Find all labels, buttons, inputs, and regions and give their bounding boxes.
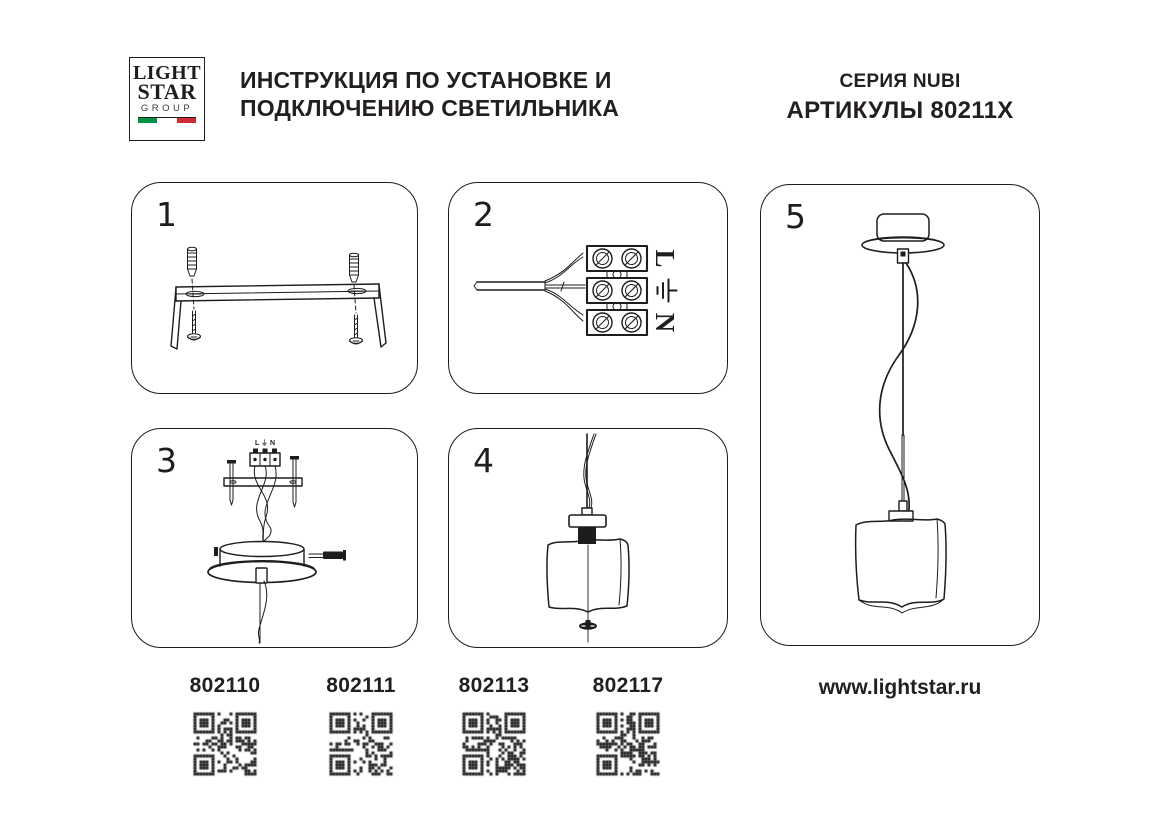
step5-pendant-diagram — [761, 185, 1038, 644]
article-column — [568, 674, 688, 778]
step2-number: 2 — [473, 195, 494, 234]
website-link: www.lightstar.ru — [818, 676, 982, 699]
step2-wiring-diagram — [449, 183, 726, 392]
article-number: 802113 — [458, 674, 530, 697]
qr-code — [460, 710, 528, 778]
lightstar-logo — [129, 57, 205, 141]
bolt-icon — [227, 460, 236, 505]
step1-bracket-diagram — [132, 183, 416, 392]
article-column — [301, 674, 421, 778]
qr-code — [594, 710, 662, 778]
page-title — [240, 66, 619, 122]
mini-terminal-labels: L ⏚ N — [254, 440, 276, 447]
step2-panel — [448, 182, 728, 394]
flag-white — [157, 118, 176, 123]
wall-plug-icon — [350, 253, 359, 282]
article-number: 802117 — [592, 674, 664, 697]
step5-panel — [760, 184, 1040, 646]
logo-word-light: LIGHT — [132, 62, 202, 84]
step1-panel — [131, 182, 418, 394]
flag-red — [177, 118, 196, 123]
step3-number: 3 — [156, 441, 177, 480]
articles-heading: АРТИКУЛЫ 80211X — [786, 97, 1014, 124]
flag-green — [138, 118, 157, 123]
step4-number: 4 — [473, 441, 494, 480]
page-title-line1: ИНСТРУКЦИЯ ПО УСТАНОВКЕ И — [240, 67, 612, 93]
article-column — [434, 674, 554, 778]
terminal-screw-icon — [593, 249, 641, 332]
qr-code — [327, 710, 395, 778]
article-number: 802110 — [189, 674, 261, 697]
bolt-icon — [290, 456, 299, 507]
step5-number: 5 — [785, 197, 806, 236]
live-label: L — [650, 249, 680, 268]
neutral-label: N — [650, 312, 680, 333]
logo-word-star: STAR — [137, 79, 197, 104]
step4-panel — [448, 428, 728, 648]
qr-code — [191, 710, 259, 778]
wall-plug-icon — [188, 247, 197, 276]
step1-number: 1 — [156, 195, 177, 234]
step3-canopy-diagram — [132, 429, 416, 646]
article-column — [165, 674, 285, 778]
logo-word-group: GROUP — [140, 103, 194, 114]
italian-flag-stripe — [138, 117, 196, 123]
page-title-line2: ПОДКЛЮЧЕНИЮ СВЕТИЛЬНИКА — [240, 95, 620, 121]
screw-icon — [188, 311, 201, 340]
earth-symbol-icon — [658, 280, 677, 302]
step4-shade-diagram — [449, 429, 726, 646]
screw-icon — [350, 315, 363, 344]
article-number: 802111 — [326, 674, 396, 697]
side-screw-icon — [309, 550, 346, 561]
step3-panel — [131, 428, 418, 648]
series-label: СЕРИЯ NUBI — [839, 71, 961, 92]
